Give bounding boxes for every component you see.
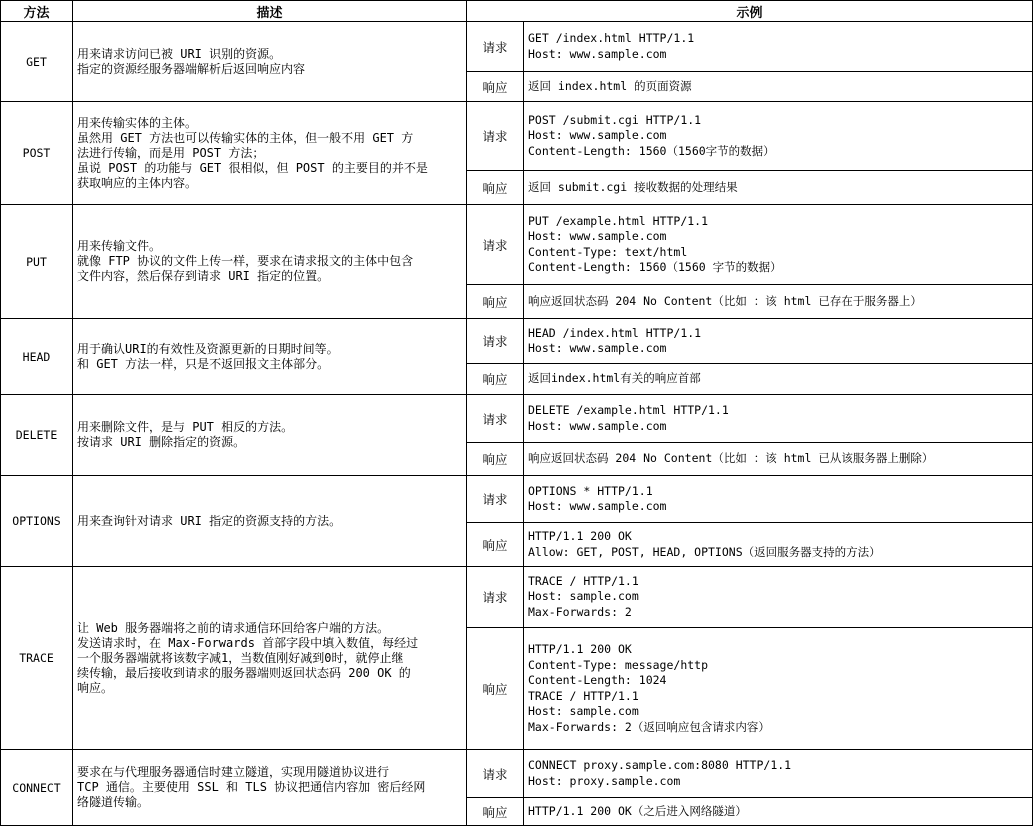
text-line: Host: www.sample.com <box>528 341 667 355</box>
text-line: Content-Length: 1024 <box>528 673 667 687</box>
method-get: GET <box>0 22 73 102</box>
response-example-get <box>524 72 1033 102</box>
text-line: TCP 通信。主要使用 SSL 和 TLS 协议把通信内容加 密后经网 <box>77 780 426 794</box>
text-line: 要求在与代理服务器通信时建立隧道，实现用隧道协议进行 <box>77 765 390 779</box>
request-example-put <box>524 205 1033 285</box>
text-line: POST /submit.cgi HTTP/1.1 <box>528 112 702 127</box>
text-line: Host: proxy.sample.com <box>528 773 681 788</box>
text-line: 响应返回状态码 204 No Content（比如 ：该 html 已从该服务器上删除） <box>528 451 934 466</box>
response-example-options <box>524 523 1033 567</box>
method-post: POST <box>0 102 73 205</box>
method-connect: CONNECT <box>0 750 73 826</box>
text-line: Allow: GET, POST, HEAD, OPTIONS（返回服务器支持的方法） <box>528 544 881 559</box>
response-label-put: 响应 <box>467 285 524 319</box>
text-line: HEAD /index.html HTTP/1.1 <box>528 325 702 340</box>
text-line: 一个服务器端就将该数字减1，当数值刚好减到0时，就停止继 <box>77 650 404 665</box>
description-options <box>73 476 467 567</box>
text-line: Content-Length: 1560（1560 字节的数据） <box>528 260 782 274</box>
text-line: Content-Type: message/http <box>528 657 709 672</box>
text-line: 响应返回状态码 204 No Content（比如 ：该 html 已存在于服务器上） <box>528 293 922 308</box>
request-example-post <box>524 102 1033 171</box>
request-label-delete: 请求 <box>467 395 524 443</box>
response-label-options: 响应 <box>467 523 524 567</box>
text-line: 用来请求访问已被 URI 识别的资源。 <box>77 46 282 61</box>
description-head <box>73 319 467 395</box>
text-line: 络隧道传输。 <box>77 795 150 809</box>
text-line: Host: www.sample.com <box>528 128 667 143</box>
description-delete <box>73 395 467 476</box>
response-label-head: 响应 <box>467 364 524 395</box>
text-line: Host: sample.com <box>528 704 639 718</box>
text-line: HTTP/1.1 200 OK <box>528 642 632 656</box>
text-line: PUT /example.html HTTP/1.1 <box>528 213 709 228</box>
text-line: HTTP/1.1 200 OK <box>528 529 632 543</box>
response-example-head <box>524 364 1033 395</box>
request-example-connect <box>524 750 1033 798</box>
text-line: Max-Forwards: 2（返回响应包含请求内容） <box>528 719 770 734</box>
text-line: TRACE / HTTP/1.1 <box>528 688 639 703</box>
description-trace <box>73 567 467 750</box>
description-put <box>73 205 467 319</box>
method-trace: TRACE <box>0 567 73 750</box>
text-line: 指定的资源经服务器端解析后返回响应内容 <box>77 61 306 76</box>
text-line: Host: sample.com <box>528 589 639 604</box>
text-line: Host: www.sample.com <box>528 499 667 513</box>
response-label-trace: 响应 <box>467 628 524 750</box>
text-line: DELETE /example.html HTTP/1.1 <box>528 403 729 417</box>
request-label-put: 请求 <box>467 205 524 285</box>
text-line: 续传输，最后接收到请求的服务器端则返回状态码 200 OK 的 <box>77 665 411 680</box>
text-line: Host: www.sample.com <box>528 418 667 433</box>
request-label-post: 请求 <box>467 102 524 171</box>
text-line: 返回 index.html 的页面资源 <box>528 78 692 93</box>
text-line: CONNECT proxy.sample.com:8080 HTTP/1.1 <box>528 758 792 772</box>
text-line: 用于确认URI的有效性及资源更新的日期时间等。 <box>77 341 339 356</box>
text-line: 就像 FTP 协议的文件上传一样，要求在请求报文的主体中包含 <box>77 254 414 268</box>
text-line: 响应。 <box>77 680 114 695</box>
method-options: OPTIONS <box>0 476 73 567</box>
request-label-get: 请求 <box>467 22 524 72</box>
text-line: Host: www.sample.com <box>528 229 667 243</box>
text-line: 返回index.html有关的响应首部 <box>528 371 701 386</box>
request-example-trace <box>524 567 1033 628</box>
text-line: 获取响应的主体内容。 <box>77 175 198 190</box>
request-example-delete <box>524 395 1033 443</box>
header-method: 方法 <box>0 0 73 22</box>
method-head: HEAD <box>0 319 73 395</box>
text-line: 和 GET 方法一样，只是不返回报文主体部分。 <box>77 356 330 371</box>
response-example-put <box>524 285 1033 319</box>
response-example-delete <box>524 443 1033 476</box>
request-label-trace: 请求 <box>467 567 524 628</box>
text-line: HTTP/1.1 200 OK（之后进入网络隧道） <box>528 803 747 818</box>
response-example-connect <box>524 798 1033 826</box>
description-post <box>73 102 467 205</box>
description-connect <box>73 750 467 826</box>
request-label-head: 请求 <box>467 319 524 364</box>
text-line: 虽然用 GET 方法也可以传输实体的主体，但一般不用 GET 方 <box>77 130 414 145</box>
text-line: 用来查询针对请求 URI 指定的资源支持的方法。 <box>77 513 342 528</box>
description-get <box>73 22 467 102</box>
text-line: 按请求 URI 删除指定的资源。 <box>77 435 246 449</box>
header-description: 描述 <box>73 0 467 22</box>
text-line: 用来删除文件，是与 PUT 相反的方法。 <box>77 420 294 434</box>
request-example-get <box>524 22 1033 72</box>
header-example: 示例 <box>467 0 1033 22</box>
text-line: 发送请求时，在 Max-Forwards 首部字段中填入数值，每经过 <box>77 635 419 650</box>
text-line: OPTIONS * HTTP/1.1 <box>528 483 653 498</box>
response-label-delete: 响应 <box>467 443 524 476</box>
text-line: 法进行传输，而是用 POST 方法； <box>77 145 265 160</box>
text-line: 用来传输实体的主体。 <box>77 115 198 130</box>
method-put: PUT <box>0 205 73 319</box>
method-delete: DELETE <box>0 395 73 476</box>
text-line: 虽说 POST 的功能与 GET 很相似，但 POST 的主要目的并不是 <box>77 160 428 175</box>
text-line: 让 Web 服务器端将之前的请求通信环回给客户端的方法。 <box>77 620 390 635</box>
text-line: TRACE / HTTP/1.1 <box>528 573 639 588</box>
text-line: 返回 submit.cgi 接收数据的处理结果 <box>528 179 738 194</box>
response-example-post <box>524 171 1033 205</box>
request-label-options: 请求 <box>467 476 524 523</box>
request-label-connect: 请求 <box>467 750 524 798</box>
text-line: GET /index.html HTTP/1.1 <box>528 31 695 45</box>
text-line: Max-Forwards: 2 <box>528 604 632 619</box>
response-label-connect: 响应 <box>467 798 524 826</box>
request-example-head <box>524 319 1033 364</box>
text-line: 用来传输文件。 <box>77 239 162 253</box>
text-line: Content-Length: 1560（1560字节的数据） <box>528 143 775 158</box>
request-example-options <box>524 476 1033 523</box>
response-label-get: 响应 <box>467 72 524 102</box>
response-label-post: 响应 <box>467 171 524 205</box>
text-line: Host: www.sample.com <box>528 46 667 61</box>
response-example-trace <box>524 628 1033 750</box>
text-line: Content-Type: text/html <box>528 244 688 259</box>
text-line: 文件内容，然后保存到请求 URI 指定的位置。 <box>77 269 330 283</box>
